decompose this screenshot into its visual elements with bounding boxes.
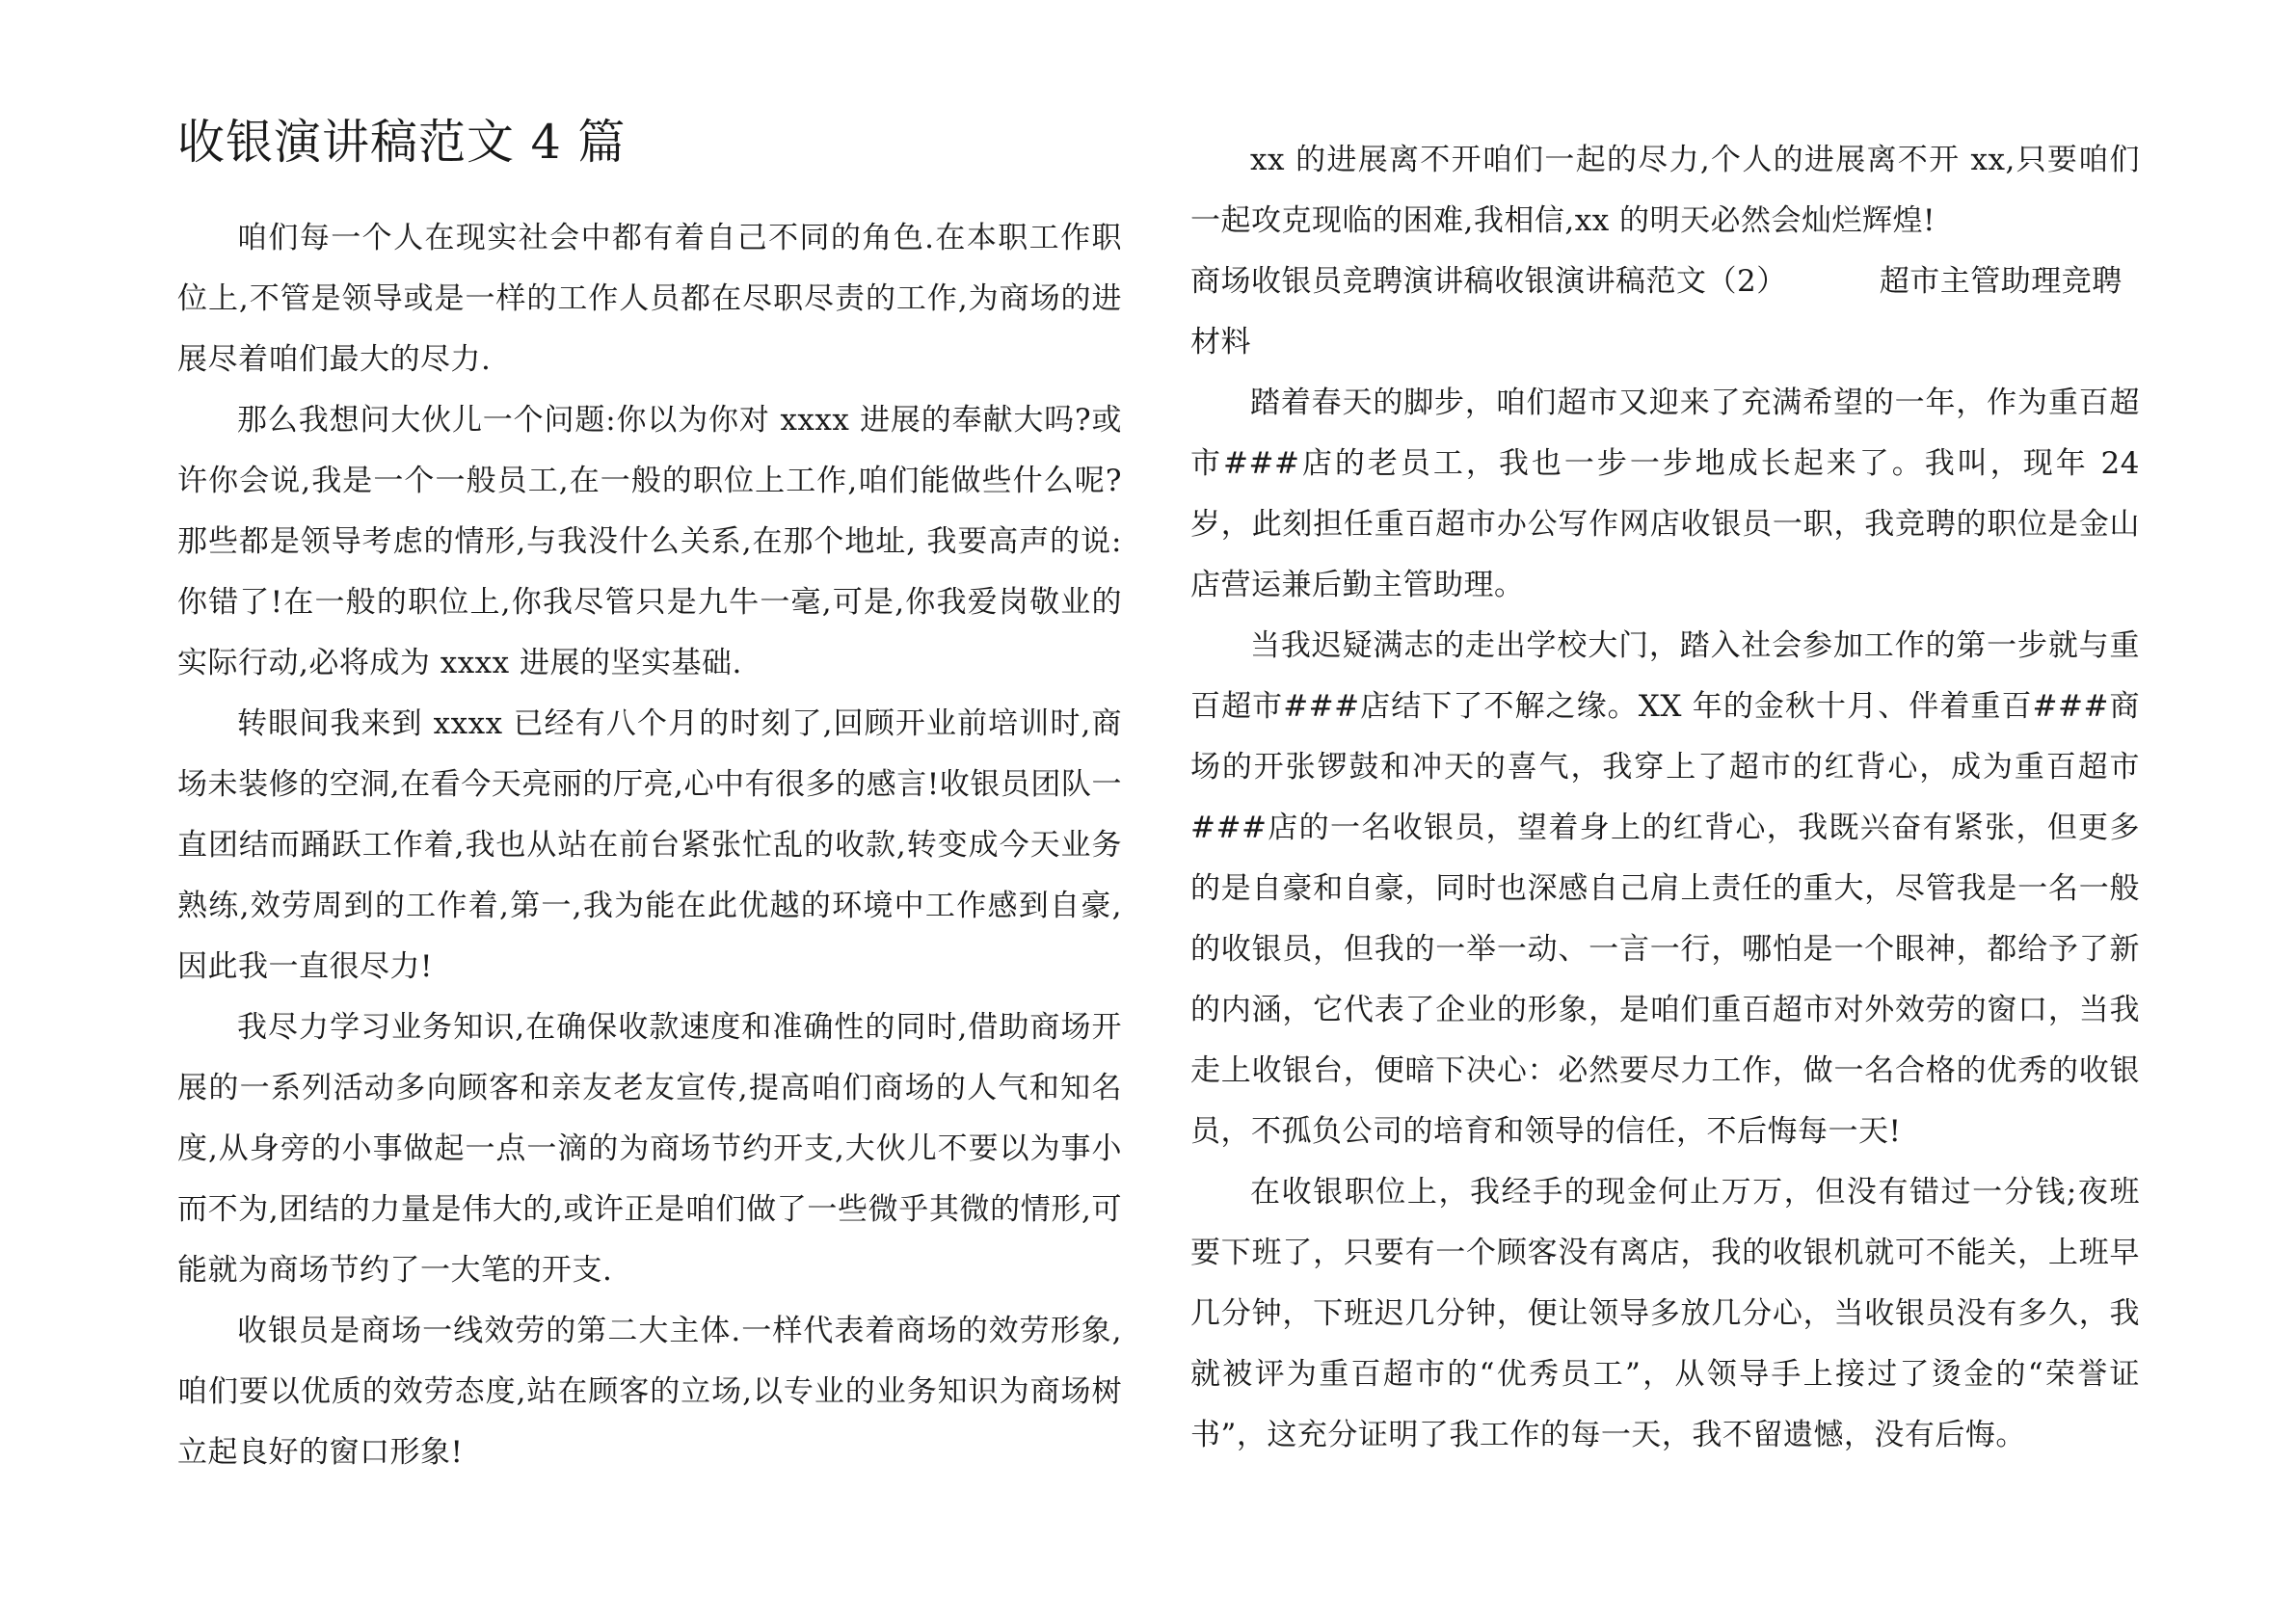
right-paragraph-3: 在收银职位上，我经手的现金何止万万，但没有错过一分钱;夜班要下班了，只要有一个顾客没有离店，我的收银机就可不能关，上班早几分钟，下班迟几分钟，便让领导多放几分心，当收银员没有多久，我就被评为重百超市的“优秀员工”，从领导手上接过了烫金的“荣誉证书”，这充分证明了我工作的每一天，我不留遗憾，没有后悔。 [1190, 1175, 2140, 1452]
section-heading-main: 商场收银员竞聘演讲稿收银演讲稿范文（2） [1190, 264, 1787, 299]
left-paragraph-3: 转眼间我来到 xxxx 已经有八个月的时刻了,回顾开业前培训时,商场未装修的空洞,在看今天亮丽的厅亮,心中有很多的感言!收银员团队一直团结而踊跃工作着,我也从站在前台紧张忙乱的收款,转变成今天业务熟练,效劳周到的工作着,第一,我为能在此优越的环境中工作感到自豪,因此我一直很尽力! [177, 706, 1122, 984]
left-paragraph-1: 咱们每一个人在现实社会中都有着自己不同的角色.在本职工作职位上,不管是领导或是一样的工作人员都在尽职尽责的工作,为商场的进展尽着咱们最大的尽力. [177, 221, 1122, 377]
right-paragraph-2: 当我迟疑满志的走出学校大门，踏入社会参加工作的第一步就与重百超市###店结下了不解之缘。XX 年的金秋十月、伴着重百###商场的开张锣鼓和冲天的喜气，我穿上了超市的红背心，成为重百超市###店的一名收银员，望着身上的红背心，我既兴奋有紧张，但更多的是自豪和自豪，同时也深感自己肩上责任的重大，尽管我是一名一般的收银员，但我的一举一动、一言一行，哪怕是一个眼神，都给予了新的内涵，它代表了企业的形象，是咱们重百超市对外效劳的窗口，当我走上收银台，便暗下决心：必然要尽力工作，做一名合格的优秀的收银员，不孤负公司的培育和领导的信任，不后悔每一天! [1190, 628, 2140, 1149]
left-paragraph-4: 我尽力学习业务知识,在确保收款速度和准确性的同时,借助商场开展的一系列活动多向顾客和亲友老友宣传,提高咱们商场的人气和知名度,从身旁的小事做起一点一滴的为商场节约开支,大伙儿不要以为事小而不为,团结的力量是伟大的,或许正是咱们做了一些微乎其微的情形,可能就为商场节约了一大笔的开支. [177, 1010, 1122, 1288]
section-heading-secondary: 超市主管助理竞聘材料 [1190, 264, 2122, 359]
right-intro-paragraph: xx 的进展离不开咱们一起的尽力,个人的进展离不开 xx,只要咱们一起攻克现临的困难,我相信,xx 的明天必然会灿烂辉煌! [1190, 143, 2140, 238]
right-body-text [1190, 130, 2140, 1466]
right-paragraph-1: 踏着春天的脚步，咱们超市又迎来了充满希望的一年，作为重百超市###店的老员工，我也一步一步地成长起来了。我叫，现年 24 岁，此刻担任重百超市办公写作网店收银员一职，我竞聘的职位是金山店营运兼后勤主管助理。 [1190, 386, 2140, 602]
section-heading [1190, 252, 2140, 373]
document-title: 收银演讲稿范文 4 篇 [177, 115, 627, 170]
left-paragraph-2: 那么我想问大伙儿一个问题:你以为你对 xxxx 进展的奉献大吗?或许你会说,我是一个一般员工,在一般的职位上工作,咱们能做些什么呢?那些都是领导考虑的情形,与我没什么关系,在那个地址, 我要高声的说:你错了!在一般的职位上,你我尽管只是九牛一毫,可是,你我爱岗敬业的实际行动,必将成为 xxxx 进展的坚实基础. [177, 403, 1122, 680]
left-paragraph-5: 收银员是商场一线效劳的第二大主体.一样代表着商场的效劳形象,咱们要以优质的效劳态度,站在顾客的立场,以专业的业务知识为商场树立起良好的窗口形象! [177, 1314, 1122, 1470]
left-body-text [177, 208, 1122, 1483]
